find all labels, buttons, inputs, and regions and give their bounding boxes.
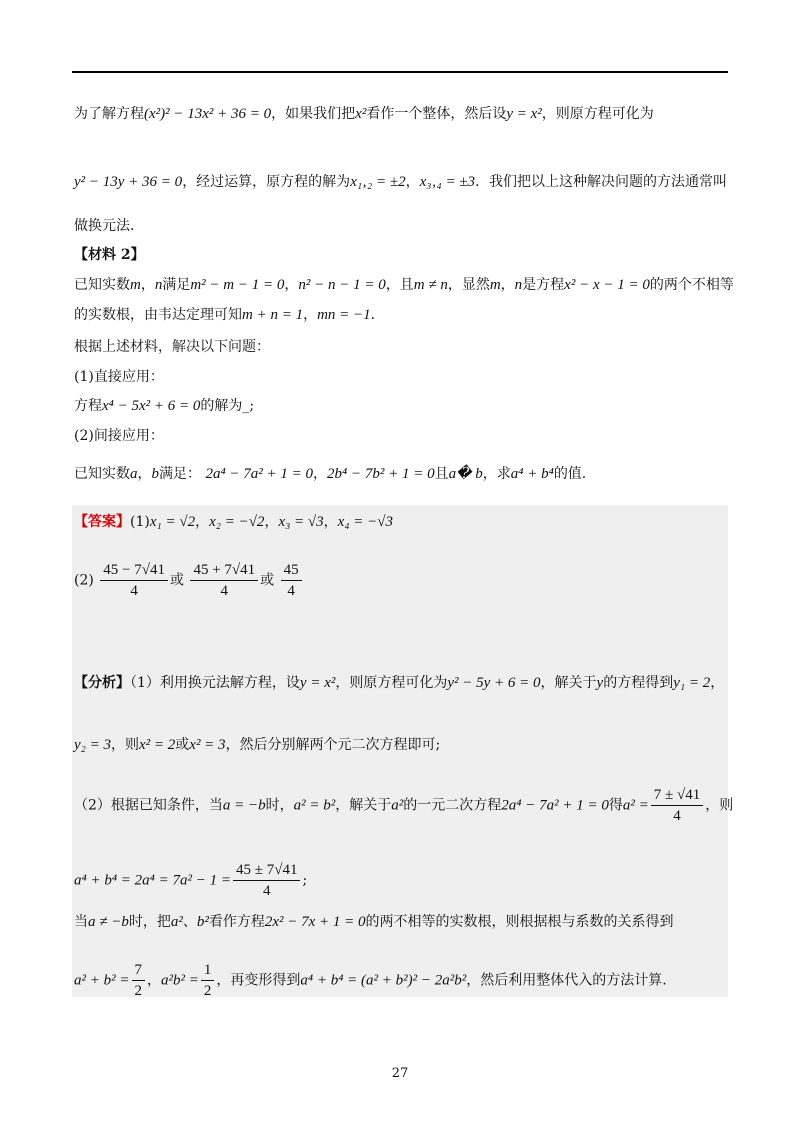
text: ，	[195, 514, 210, 530]
fraction-numerator: 45 + 7√41	[190, 560, 258, 581]
paragraph-line	[74, 305, 375, 325]
text: 的方程得到	[603, 675, 674, 691]
analysis-line-3	[74, 785, 733, 826]
fraction	[651, 785, 703, 826]
equation: n	[514, 277, 523, 293]
text: (1)	[130, 514, 150, 530]
fraction	[190, 560, 258, 601]
text: 或	[170, 572, 184, 589]
text: ，则	[111, 737, 139, 753]
equation: a = −b	[222, 797, 266, 814]
text: ，如果我们把	[271, 106, 356, 122]
answer-line-2	[74, 560, 304, 601]
equation: x₄ = −√3	[337, 514, 394, 530]
fraction	[201, 960, 215, 1001]
text: ，	[303, 307, 318, 323]
text: 已知实数	[74, 277, 130, 293]
fraction-numerator: 1	[201, 960, 215, 981]
equation: a²	[170, 914, 183, 930]
paragraph-line: 做换元法．	[74, 218, 144, 234]
text: ，	[147, 972, 161, 989]
text: 已知实数	[74, 466, 130, 482]
equation: 2a⁴ − 7a² + 1 = 0	[501, 797, 609, 814]
equation: a⁴ + b⁴ = 2a⁴ = 7a² − 1 =	[74, 872, 232, 889]
text: 的值.	[553, 466, 587, 482]
paragraph-line	[74, 275, 734, 295]
text: ，	[264, 514, 279, 530]
equation: x₃‚₄ = ±3	[419, 174, 476, 190]
text: 的两个不相等	[649, 277, 734, 293]
equation: n² − n − 1 = 0	[298, 277, 386, 293]
text: 、	[182, 914, 197, 930]
text: 看作一个整体，然后设	[366, 106, 507, 122]
text: 当	[74, 914, 88, 930]
analysis-line-2	[74, 735, 440, 755]
analysis-line-4	[74, 860, 307, 901]
equation: x⁴ − 5x² + 6 = 0	[102, 398, 201, 414]
equation: y₁ = 2	[673, 675, 711, 691]
text: 的两不相等的实数根，则根据根与系数的关系得到	[365, 914, 674, 930]
text: ，则	[705, 797, 734, 814]
paragraph-line	[74, 104, 654, 124]
text: 的解为_;	[200, 398, 255, 414]
text: ，	[710, 675, 725, 691]
equation: m² − m − 1 = 0	[190, 277, 285, 293]
equation: b²	[196, 914, 209, 930]
equation: 2b⁴ − 7b² + 1 = 0	[327, 466, 435, 482]
equation: x₁ = √2	[149, 514, 196, 530]
equation: a² + b² =	[74, 972, 130, 989]
text: ，	[137, 466, 152, 482]
equation: x² = 3	[189, 737, 226, 753]
text: ，然后利用整体代入的方法计算.	[466, 972, 667, 989]
equation: x² = 2	[139, 737, 176, 753]
text: 时，把	[128, 914, 171, 930]
text: ，	[323, 514, 338, 530]
equation: x²	[355, 106, 367, 122]
text: 且	[434, 466, 449, 482]
text: ，解关于	[540, 675, 597, 691]
equation: y = x²	[299, 675, 336, 691]
text: ;	[302, 872, 308, 889]
text: .	[370, 307, 376, 323]
equation: y² − 5y + 6 = 0	[447, 675, 541, 691]
paragraph-line	[74, 172, 727, 192]
text: ，然后分别解两个元二次方程即可;	[225, 737, 441, 753]
equation: x₁‚₂ = ±2	[350, 174, 406, 190]
text: ，	[313, 466, 328, 482]
equation: m	[130, 277, 141, 293]
text: 或	[175, 737, 190, 753]
equation: 2x² − 7x + 1 = 0	[264, 914, 366, 930]
equation: a⁴ + b⁴	[510, 466, 554, 482]
text: 或	[260, 572, 275, 589]
text: ，则原方程可化为	[541, 106, 654, 122]
question-heading: (2)间接应用：	[74, 428, 164, 444]
text: 得	[608, 797, 623, 814]
fraction-denominator: 4	[220, 583, 229, 599]
fraction-denominator: 4	[130, 583, 138, 599]
equation: mn = −1	[317, 307, 371, 323]
text: ，求	[482, 466, 511, 482]
text: ，显然	[447, 277, 490, 293]
fraction-denominator: 2	[203, 983, 212, 999]
fraction-numerator: 45	[281, 560, 302, 581]
question-line	[74, 396, 254, 416]
text: 看作方程	[208, 914, 265, 930]
fraction-numerator: 45 ± 7√41	[233, 860, 300, 881]
text: ，	[405, 174, 420, 190]
fraction-denominator: 4	[673, 808, 681, 824]
fraction	[281, 560, 302, 601]
fraction	[132, 960, 146, 1001]
answer-line-1	[74, 512, 393, 532]
text: ，	[500, 277, 515, 293]
text: 的一元二次方程	[403, 797, 502, 814]
text: （1）利用换元法解方程，设	[130, 675, 300, 691]
equation: m	[489, 277, 501, 293]
page-number: 27	[391, 1066, 409, 1081]
equation: a² = b²	[293, 797, 336, 814]
fraction	[100, 560, 168, 601]
answer-label: 【答案】	[74, 514, 130, 530]
text: 方程	[74, 398, 102, 414]
text: ，则原方程可化为	[335, 675, 448, 691]
analysis-label: 【分析】	[74, 675, 130, 691]
equation: a� b	[448, 466, 483, 482]
material-heading: 【材料 2】	[74, 247, 145, 263]
question-line	[74, 464, 586, 484]
question-heading: (1)直接应用：	[74, 369, 164, 385]
equation: x₃ = √3	[278, 514, 324, 530]
text: 满足：	[159, 466, 201, 482]
equation: x₂ = −√2	[209, 514, 265, 530]
equation: a²b² =	[161, 972, 199, 989]
text: ，经过运算，原方程的解为	[182, 174, 351, 190]
equation: a²	[391, 797, 404, 814]
equation: 2a⁴ − 7a² + 1 = 0	[205, 466, 314, 482]
text: 为了解方程	[74, 106, 144, 122]
equation: y² − 13y + 36 = 0	[74, 174, 183, 190]
analysis-line-1	[74, 673, 724, 693]
fraction-denominator: 4	[287, 583, 295, 599]
fraction	[233, 860, 300, 901]
fraction-numerator: 45 − 7√41	[100, 560, 168, 581]
text: ，且	[385, 277, 414, 293]
text: （2）根据已知条件，当	[74, 797, 223, 814]
equation: y = x²	[506, 106, 542, 122]
equation: n	[154, 277, 163, 293]
analysis-line-6	[74, 960, 667, 1001]
equation: a⁴ + b⁴ = (a² + b²)² − 2a²b²	[300, 972, 467, 989]
equation: x² − x − 1 = 0	[564, 277, 650, 293]
equation: b	[151, 466, 159, 482]
equation: m + n = 1	[242, 307, 304, 323]
fraction-numerator: 7	[132, 960, 146, 981]
text: 时，	[265, 797, 294, 814]
equation: (x²)² − 13x² + 36 = 0	[144, 106, 272, 122]
text: ，	[284, 277, 299, 293]
text: ，再变形得到	[216, 972, 301, 989]
header-rule	[72, 71, 728, 73]
text: 是方程	[522, 277, 565, 293]
text: ，解关于	[335, 797, 392, 814]
fraction-numerator: 7 ± √41	[651, 785, 703, 806]
equation: y₂ = 3	[74, 737, 111, 753]
text: ．我们把以上这种解决问题的方法通常叫	[475, 174, 728, 190]
text: ，	[140, 277, 155, 293]
equation: y	[596, 675, 604, 691]
fraction-denominator: 2	[134, 983, 142, 999]
text: 的实数根，由韦达定理可知	[74, 307, 242, 323]
fraction-denominator: 4	[263, 883, 271, 899]
equation: a² =	[622, 797, 649, 814]
equation: a ≠ −b	[88, 914, 129, 930]
paragraph-line: 根据上述材料，解决以下问题：	[74, 339, 270, 355]
text: (2)	[74, 572, 94, 589]
analysis-line-5	[74, 912, 674, 932]
equation: m ≠ n	[413, 277, 448, 293]
equation: a	[130, 466, 138, 482]
text: 满足	[162, 277, 191, 293]
